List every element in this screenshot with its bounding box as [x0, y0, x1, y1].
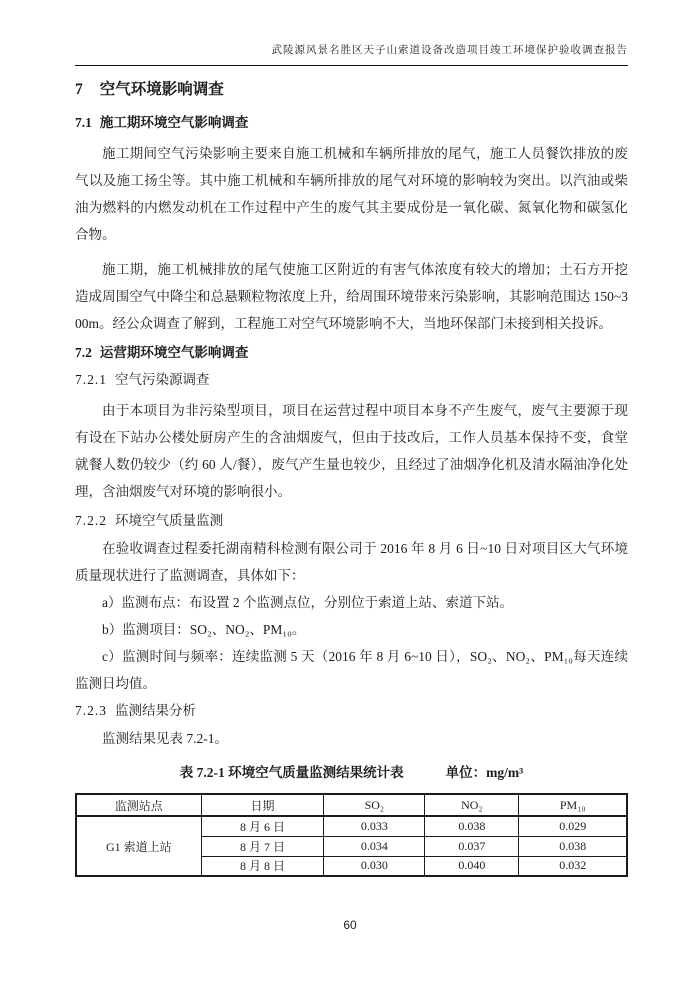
table-row: [76, 816, 627, 836]
heading-number: 7.2.3: [75, 703, 107, 718]
station-cell: G1 索道上站: [76, 816, 201, 876]
so2-value-cell: 0.033: [324, 816, 425, 836]
heading-title: 环境空气质量监测: [115, 513, 223, 528]
date-cell: 8 月 7 日: [201, 836, 324, 856]
heading-title: 监测结果分析: [115, 703, 196, 718]
column-header-station: 监测站点: [76, 794, 201, 816]
no2-value-cell: 0.038: [425, 816, 519, 836]
heading-title: 空气环境影响调查: [99, 81, 224, 98]
table-header-row: [76, 794, 627, 816]
list-item-monitoring-items: b）监测项目：SO₂、NO₂、PM₁₀。: [102, 622, 306, 637]
table-unit-label: 单位：mg/m³: [445, 765, 524, 780]
heading-section-7-2-3: [75, 702, 628, 720]
heading-title: 空气污染源调查: [115, 372, 210, 387]
page-footer: [0, 918, 700, 932]
column-header-so2: SO₂: [324, 794, 425, 816]
list-item-monitoring-points: a）监测布点：布设置 2 个监测点位，分别位于索道上站、索道下站。: [102, 595, 513, 610]
pm10-value-cell: 0.038: [519, 836, 627, 856]
paragraph-operation-sources: 由于本项目为非污染型项目，项目在运营过程中项目本身不产生废气，废气主要源于现有设在下站办公楼处厨房产生的含油烟废气，但由于技改后，工作人员基本保持不变，食堂就餐人数仍较少（约 60 人/餐），废气产生量也较少，且经过了油烟净化机及清水隔油净化处理，含油烟废气对环境的影响很小。: [75, 403, 628, 499]
air-quality-results-table: [75, 793, 628, 877]
heading-number: 7: [75, 81, 83, 98]
paragraph-construction-sources: 施工期间空气污染影响主要来自施工机械和车辆所排放的尾气，施工人员餐饮排放的废气以及施工扬尘等。其中施工机械和车辆所排放的尾气对环境的影响较为突出。以汽油或柴油为燃料的内燃发动机在工作过程中产生的废气其主要成份是一氧化碳、氮氧化物和碳氢化合物。: [75, 146, 628, 242]
heading-section-7-2: [75, 344, 628, 362]
paragraph-monitoring-intro: 在验收调查过程委托湖南精科检测有限公司于 2016 年 8 月 6 日~10 日对项目区大气环境质量现状进行了监测调查，具体如下：: [75, 541, 628, 583]
heading-section-7-2-2: [75, 512, 628, 530]
date-cell: 8 月 6 日: [201, 816, 324, 836]
column-header-pm10: PM₁₀: [519, 794, 627, 816]
list-item-monitoring-frequency: c）监测时间与频率：连续监测 5 天（2016 年 8 月 6~10 日），SO₂、NO₂、PM₁₀每天连续监测日均值。: [75, 649, 628, 691]
no2-value-cell: 0.040: [425, 856, 519, 876]
pm10-value-cell: 0.029: [519, 816, 627, 836]
date-cell: 8 月 8 日: [201, 856, 324, 876]
paragraph-construction-impact: 施工期，施工机械排放的尾气使施工区附近的有害气体浓度有较大的增加；土石方开挖造成周围空气中降尘和总悬颗粒物浓度上升，给周围环境带来污染影响，其影响范围达 150~300m。经公众调查了解到，工程施工对空气环境影响不大，当地环保部门未接到相关投诉。: [75, 262, 628, 331]
column-header-date: 日期: [201, 794, 324, 816]
header-rule: [75, 65, 628, 66]
so2-value-cell: 0.030: [324, 856, 425, 876]
heading-section-7-1: [75, 114, 628, 132]
column-header-no2: NO₂: [425, 794, 519, 816]
heading-title: 运营期环境空气影响调查: [99, 345, 249, 360]
pm10-value-cell: 0.032: [519, 856, 627, 876]
heading-number: 7.2: [75, 345, 92, 360]
heading-number: 7.1: [75, 115, 92, 130]
paragraph-results-ref: 监测结果见表 7.2-1。: [102, 731, 228, 746]
so2-value-cell: 0.034: [324, 836, 425, 856]
heading-section-7: [75, 80, 628, 100]
table-caption: 表 7.2-1 环境空气质量监测结果统计表: [179, 765, 404, 780]
table-caption-row: [75, 764, 628, 782]
no2-value-cell: 0.037: [425, 836, 519, 856]
heading-number: 7.2.1: [75, 372, 107, 387]
heading-title: 施工期环境空气影响调查: [99, 115, 249, 130]
running-header-title: 武陵源风景名胜区天子山索道设备改造项目竣工环境保护验收调查报告: [271, 45, 628, 56]
page-number: 60: [343, 918, 357, 932]
heading-section-7-2-1: [75, 371, 628, 389]
heading-number: 7.2.2: [75, 513, 107, 528]
